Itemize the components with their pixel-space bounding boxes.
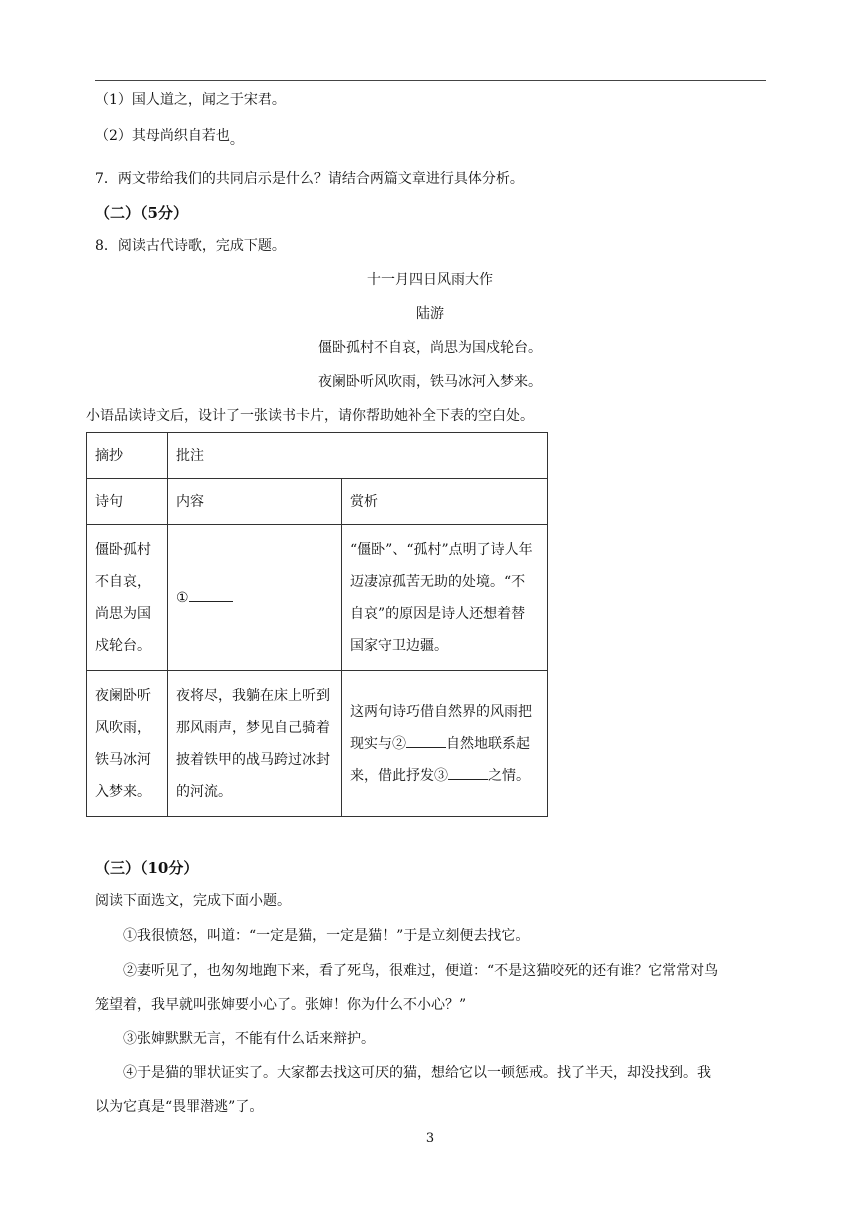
table-row <box>87 479 548 525</box>
blank-2[interactable] <box>406 733 446 748</box>
q6-item-1: （1）国人道之，闻之于宋君。 <box>95 92 286 108</box>
table-row <box>87 525 548 671</box>
blank-1[interactable] <box>189 587 233 602</box>
header-appreciation: 赏析 <box>342 479 548 525</box>
passage-para-4-line-1: ④于是猫的罪状证实了。大家都去找这可厌的猫，想给它以一顿惩戒。找了半天，却没找到。我 <box>123 1065 711 1081</box>
poem-line-1: 僵卧孤村不自哀，尚思为国戍轮台。 <box>318 340 542 356</box>
row1-appreciation: “僵卧”、“孤村”点明了诗人年迈凄凉孤苦无助的处境。“不自哀”的原因是诗人还想着替国家守卫边疆。 <box>342 525 548 671</box>
reading-card-table <box>86 432 548 817</box>
row2-content: 夜将尽，我躺在床上听到那风雨声，梦见自己骑着披着铁甲的战马跨过冰封的河流。 <box>168 671 342 817</box>
q6-item-2-text: （2）其母尚织自若也 <box>95 128 230 144</box>
poem-title: 十一月四日风雨大作 <box>367 272 493 288</box>
poem-author: 陆游 <box>416 306 444 322</box>
row2-appreciation-a: 这两句诗巧借自然界的风雨把现实与② <box>350 703 532 752</box>
row2-appreciation-c: 之情。 <box>488 767 530 784</box>
row2-appreciation-b: 自然地联系起来，借此抒发③ <box>350 735 530 784</box>
passage-para-1: ①我很愤怒，叫道：“一定是猫，一定是猫！”于是立刻便去找它。 <box>123 928 530 944</box>
header-annotation: 批注 <box>168 433 548 479</box>
header-verse: 诗句 <box>87 479 168 525</box>
row1-verse: 僵卧孤村不自哀，尚思为国戍轮台。 <box>87 525 168 671</box>
section-3-heading: （三）（10分） <box>95 859 199 877</box>
blank-3[interactable] <box>448 765 488 780</box>
page-number: 3 <box>425 1131 435 1146</box>
reading-intro: 阅读下面选文，完成下面小题。 <box>95 893 291 909</box>
row2-verse: 夜阑卧听风吹雨，铁马冰河入梦来。 <box>87 671 168 817</box>
q6-item-2 <box>95 126 244 146</box>
row1-content <box>168 525 342 671</box>
section-2-heading: （二）（5分） <box>95 204 188 222</box>
header-content: 内容 <box>168 479 342 525</box>
passage-para-2-line-2: 笼望着，我早就叫张婶要小心了。张婶！你为什么不小心？” <box>95 997 467 1013</box>
header-excerpt: 摘抄 <box>87 433 168 479</box>
header-rule <box>95 80 766 81</box>
question-7: 7．两文带给我们的共同启示是什么？请结合两篇文章进行具体分析。 <box>95 171 524 187</box>
passage-para-3: ③张婶默默无言，不能有什么话来辩护。 <box>123 1031 375 1047</box>
question-8: 8．阅读古代诗歌，完成下题。 <box>95 238 286 254</box>
row2-appreciation <box>342 671 548 817</box>
blank-1-label: ① <box>176 589 189 606</box>
passage-para-4-line-2: 以为它真是“畏罪潜逃”了。 <box>95 1099 264 1115</box>
table-row <box>87 671 548 817</box>
passage-para-2-line-1: ②妻听见了，也匆匆地跑下来，看了死鸟，很难过，便道：“不是这猫咬死的还有谁？它常常对鸟 <box>123 963 719 979</box>
q6-item-2-end: 。 <box>229 132 244 148</box>
table-row <box>87 433 548 479</box>
poem-line-2: 夜阑卧听风吹雨，铁马冰河入梦来。 <box>318 374 542 390</box>
card-intro: 小语品读诗文后，设计了一张读书卡片，请你帮助她补全下表的空白处。 <box>86 408 534 424</box>
